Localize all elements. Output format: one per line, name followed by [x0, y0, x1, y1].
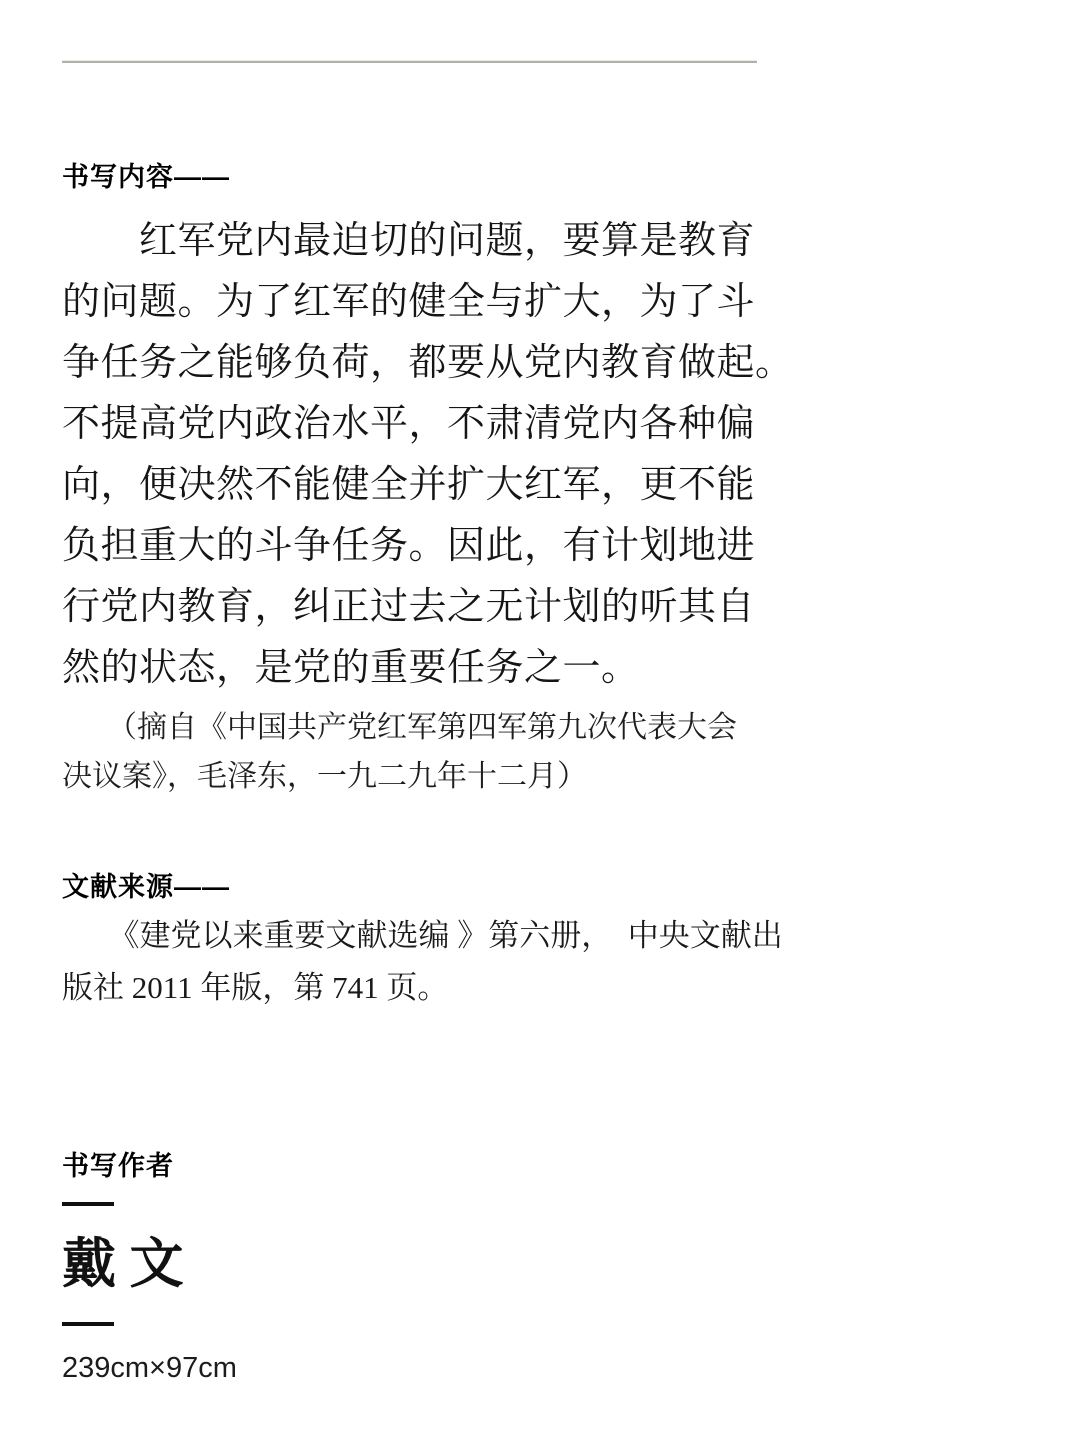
- text-line: 负担重大的斗争任务。因此，有计划地进: [62, 525, 756, 567]
- top-divider-rule: [62, 60, 757, 63]
- text-line: 红军党内最迫切的问题，要算是教育: [62, 220, 756, 262]
- text-line: （摘自《中国共产党红军第四军第九次代表大会: [62, 711, 737, 744]
- text-line: 《建党以来重要文献选编 》第六册， 中央文献出: [62, 918, 783, 953]
- text-line: 决议案》，毛泽东，一九二九年十二月）: [62, 760, 587, 793]
- author-section-heading: 书写作者: [62, 1151, 174, 1181]
- calligraphy-content-paragraph: [62, 211, 842, 699]
- source-section-heading: 文献来源——: [62, 872, 230, 902]
- author-top-rule: [62, 1202, 114, 1206]
- text-line: 的问题。为了红军的健全与扩大，为了斗: [62, 281, 756, 323]
- author-bottom-rule: [62, 1322, 114, 1326]
- text-line: 向，便决然不能健全并扩大红军，更不能: [62, 464, 756, 506]
- content-section-heading: 书写内容——: [62, 162, 230, 192]
- document-source-text: [62, 910, 822, 1014]
- text-line: 争任务之能够负荷，都要从党内教育做起。: [62, 342, 794, 384]
- author-name: 戴 文: [62, 1234, 184, 1294]
- text-line: 然的状态，是党的重要任务之一。: [62, 647, 640, 689]
- text-line: 不提高党内政治水平，不肃清党内各种偏: [62, 403, 756, 445]
- text-line: 版社 2011 年版，第 741 页。: [62, 970, 449, 1005]
- artwork-dimensions: 239cm×97cm: [62, 1352, 237, 1384]
- text-line: 行党内教育，纠正过去之无计划的听其自: [62, 586, 756, 628]
- quote-citation: [62, 703, 822, 801]
